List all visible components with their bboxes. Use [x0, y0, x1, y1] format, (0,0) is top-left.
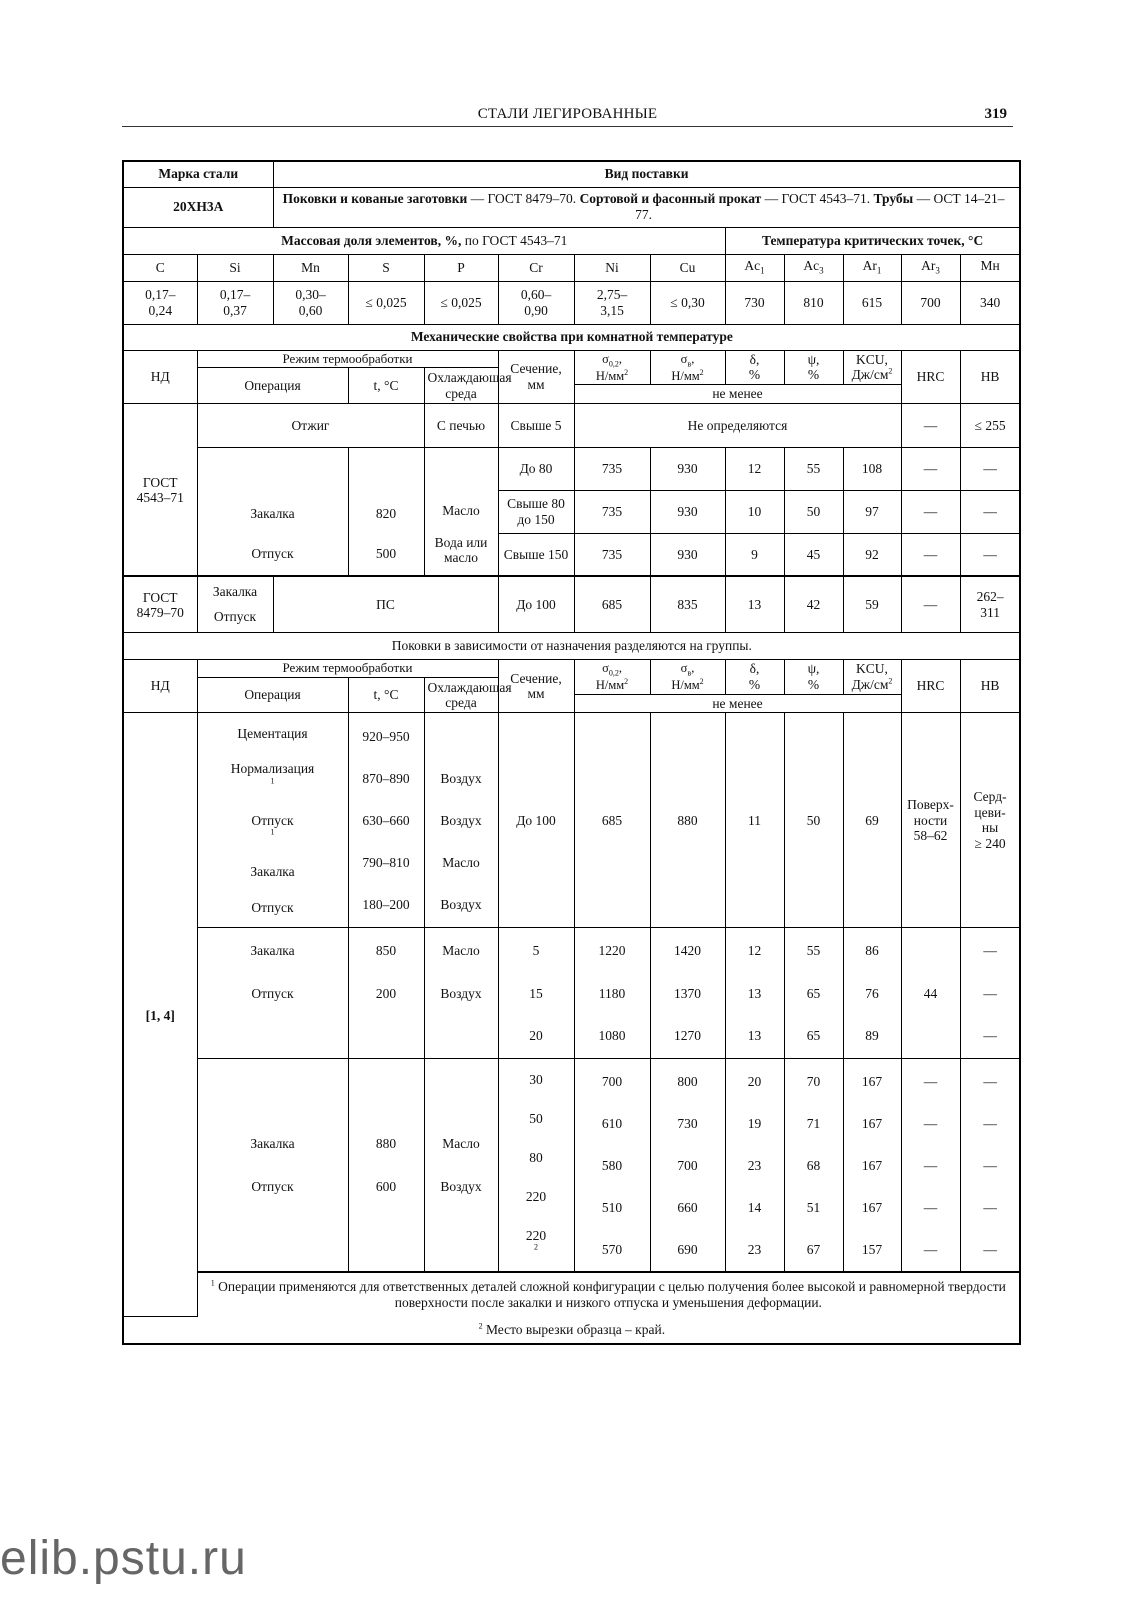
operation-name: Закалка	[250, 863, 295, 879]
kcu-value: 69	[843, 713, 901, 928]
temp-value: 880	[375, 1136, 397, 1152]
sb-value: 660	[677, 1199, 698, 1215]
reference: [1, 4]	[123, 713, 197, 1317]
operation-list	[197, 447, 348, 576]
hrc-value: —	[923, 1157, 938, 1173]
medium-value: Масло	[442, 943, 480, 959]
hb-value-text: 262– 311	[976, 589, 1004, 620]
medium-furnace: С печью	[424, 403, 498, 447]
psi-value: 70	[806, 1073, 821, 1089]
hb-value: —	[983, 1073, 997, 1089]
s02-value: 1180	[598, 985, 626, 1001]
critical-point-sub: 3	[935, 266, 940, 277]
mech1-sigma02-header: $\sigma_{0,2}$, $Н/мм^2$	[574, 350, 650, 385]
psi-value: 65	[806, 985, 821, 1001]
mech2-hrc-header: HRC	[901, 659, 960, 712]
hrc-value	[901, 713, 960, 928]
element-value-text: 0,60– 0,90	[520, 286, 552, 318]
hrc-value: —	[923, 1199, 938, 1215]
psi-column	[784, 928, 843, 1059]
mech1-section-header: Сечение, мм	[498, 350, 574, 403]
sb-column	[650, 928, 725, 1059]
medium-value: Воздух	[440, 812, 482, 828]
d-value: 14	[747, 1199, 762, 1215]
mech2-temp-header: t, °С	[348, 677, 424, 713]
temp-value: 200	[375, 986, 397, 1002]
d-column	[725, 928, 784, 1059]
element-header: Si	[197, 254, 273, 281]
s02-value: 685	[574, 576, 650, 632]
critical-point-header	[725, 254, 784, 281]
hrc-value: —	[923, 1241, 938, 1257]
hrc-value: —	[901, 490, 960, 533]
mech1-regime-header: Режим термообработки	[197, 350, 498, 368]
nd-gost-8479: ГОСТ 8479–70	[123, 576, 197, 632]
element-header: P	[424, 254, 498, 281]
operation-name: Отпуск	[251, 899, 294, 915]
mech2-psi-header	[784, 659, 843, 694]
operation-list	[197, 713, 348, 928]
s02-value: 1080	[598, 1028, 626, 1044]
temp-list	[348, 447, 424, 576]
element-value-text: 2,75– 3,15	[596, 286, 628, 318]
hrc-value: —	[901, 403, 960, 447]
element-header: Cu	[650, 254, 725, 281]
kcu-value: 157	[861, 1241, 883, 1257]
hb-value: —	[960, 490, 1020, 533]
temp-value: 630–660	[362, 812, 410, 828]
mech2-regime-header: Режим термообработки	[197, 659, 498, 677]
d-value: 13	[725, 576, 784, 632]
operation-name: Отпуск	[251, 1179, 294, 1195]
hrc-value: —	[923, 1115, 938, 1131]
d-value: 10	[725, 490, 784, 533]
percent: %	[748, 367, 761, 383]
kcu-column	[843, 928, 901, 1059]
element-value-text: ≤ 0,025	[440, 294, 482, 310]
delivery-text	[273, 187, 1020, 227]
operation-name: Закалка	[212, 584, 258, 600]
section-value: 80	[529, 1149, 543, 1165]
hrc-value: —	[901, 533, 960, 576]
kcu-value: 167	[861, 1073, 883, 1089]
temp-value: 500	[375, 546, 397, 562]
sb-value: 730	[677, 1115, 698, 1131]
hb-value	[960, 576, 1020, 632]
psi-symbol: ψ,	[807, 351, 820, 367]
mech2-delta-header	[725, 659, 784, 694]
element-header: Mn	[273, 254, 348, 281]
kcu-value: 167	[861, 1115, 883, 1131]
s02-value: 735	[574, 533, 650, 576]
running-header-title: СТАЛИ ЛЕГИРОВАННЫЕ	[477, 106, 658, 122]
temp-value: 920–950	[362, 728, 410, 744]
critical-point-header	[843, 254, 901, 281]
psi-value: 45	[784, 533, 843, 576]
medium-list	[424, 713, 498, 928]
temp-list	[348, 1059, 424, 1273]
medium-list	[424, 1059, 498, 1273]
section-value: 30	[529, 1072, 543, 1088]
kcu-symbol: KCU,	[856, 661, 888, 677]
kcu-value: 167	[861, 1157, 883, 1173]
footnote-1-text: Операции применяются для ответственных деталей сложной конфигурации с целью получения более высокой и равномерной твердости поверхности после закалки и низкого отпуска и уменьшения деформации.	[218, 1279, 1006, 1310]
percent: %	[748, 676, 761, 692]
section-value: 220	[525, 1188, 547, 1204]
medium-value: Воздух	[440, 986, 482, 1002]
sb-value: 1420	[674, 942, 701, 958]
sb-value: 690	[677, 1241, 698, 1257]
medium-list	[424, 928, 498, 1059]
sb-value: 700	[677, 1157, 698, 1173]
element-value	[197, 281, 273, 324]
hrc-value: 44	[901, 928, 960, 1059]
hb-value: —	[983, 985, 997, 1001]
s02-value: 700	[601, 1073, 623, 1089]
temp-value: 600	[375, 1179, 397, 1195]
sections-column	[498, 1059, 574, 1273]
element-value-text: 0,30– 0,60	[295, 286, 326, 318]
s02-value: 610	[601, 1115, 623, 1131]
s02-value: 735	[574, 490, 650, 533]
delivery-standard-2: — ОСТ 14–21–77.	[635, 191, 1005, 222]
s02-value: 735	[574, 447, 650, 490]
kcu-value: 86	[865, 942, 879, 958]
hrc-value-text: Поверх- ности 58–62	[907, 797, 954, 844]
composition-title-bold: Массовая доля элементов, %,	[281, 232, 462, 248]
critical-point-sub: 3	[819, 266, 824, 277]
critical-point-name: Mн	[980, 258, 1000, 274]
temp-value: 180–200	[362, 896, 410, 912]
element-value	[424, 281, 498, 324]
mech1-kcu-header: KCU, $Дж/см^2$	[843, 350, 901, 385]
critical-point-header	[784, 254, 843, 281]
section-value: 220	[525, 1227, 547, 1243]
sigma02-symbol: $\sigma_{0,2}$,	[602, 661, 622, 678]
mech2-operation-header: Операция	[197, 677, 348, 713]
operation-name: Закалка	[250, 1136, 295, 1152]
section-value: До 100	[498, 576, 574, 632]
mech1-hrc-header: HRC	[901, 350, 960, 403]
section-value: 50	[529, 1110, 543, 1126]
hrc-value: —	[923, 1073, 938, 1089]
element-header: Cr	[498, 254, 574, 281]
section-value: Свыше 80 до 150	[498, 490, 574, 533]
psi-value: 68	[806, 1157, 821, 1173]
hb-value: —	[983, 942, 997, 958]
steel-data-table	[122, 160, 1021, 1345]
delivery-type-1: Сортовой и фасонный прокат	[579, 191, 762, 207]
footnote-mark: 1	[210, 1278, 215, 1288]
composition-title-rest: по ГОСТ 4543–71	[461, 232, 568, 248]
medium-value: Масло	[442, 1136, 480, 1152]
kcu-symbol: KCU,	[856, 351, 888, 367]
d-value: 23	[747, 1157, 762, 1173]
psi-value: 55	[784, 447, 843, 490]
critical-points-title: Температура критических точек, °С	[725, 227, 1020, 254]
medium-value: Масло	[442, 502, 480, 518]
temp-value: 870–890	[362, 770, 410, 786]
nd-gost-4543: ГОСТ 4543–71	[123, 403, 197, 576]
unit: Н/мм	[671, 678, 700, 693]
delivery-standard-0: — ГОСТ 8479–70.	[467, 191, 580, 207]
section-value: Свыше 5	[498, 403, 574, 447]
critical-point-value: 730	[725, 281, 784, 324]
critical-point-sub: 1	[760, 266, 765, 277]
d-value: 13	[747, 1028, 762, 1044]
kcu-value: 89	[865, 1028, 879, 1044]
kcu-unit: Дж/см	[851, 367, 889, 383]
section-value: До 80	[498, 447, 574, 490]
psi-value: 67	[806, 1241, 821, 1257]
sb-value: 1270	[674, 1028, 701, 1044]
mech1-delta-header	[725, 350, 784, 385]
hb-value-text: Серд- цеви- ны ≥ 240	[973, 789, 1007, 851]
header-rule	[122, 126, 1013, 127]
regime-ps: ПС	[273, 576, 498, 632]
composition-title	[123, 227, 725, 254]
mech1-medium-header: Охлаждающая среда	[424, 368, 498, 404]
psi-value: 51	[806, 1199, 821, 1215]
kcu-value: 167	[861, 1199, 883, 1215]
d-value: 11	[725, 713, 784, 928]
critical-point-name: Ar	[921, 258, 936, 274]
element-value	[348, 281, 424, 324]
critical-point-value: 340	[960, 281, 1020, 324]
hb-value: —	[983, 1028, 997, 1044]
footnote-2-text: Место вырезки образца – край.	[485, 1322, 666, 1338]
delta-symbol: δ,	[749, 351, 760, 367]
footnote-2	[123, 1316, 1020, 1344]
psi-symbol: ψ,	[807, 661, 820, 677]
d-value: 13	[747, 985, 762, 1001]
psi-value: 65	[806, 1028, 821, 1044]
unit: Н/мм	[595, 368, 625, 383]
sections-value: 5	[532, 942, 540, 958]
hb-value: —	[960, 533, 1020, 576]
kcu-value: 59	[843, 576, 901, 632]
element-value	[574, 281, 650, 324]
temp-list	[348, 713, 424, 928]
critical-point-value: 615	[843, 281, 901, 324]
element-value	[650, 281, 725, 324]
section-value: До 100	[498, 713, 574, 928]
operation-name: Отпуск	[213, 609, 257, 625]
operation-name: Нормализация	[230, 761, 315, 777]
medium-value: Воздух	[440, 896, 482, 912]
mech2-sigmab-header: $\sigma_в$, $Н/мм^2$	[650, 659, 725, 694]
critical-point-name: Ac	[803, 258, 820, 274]
mech1-psi-header	[784, 350, 843, 385]
unit: Н/мм	[595, 678, 625, 693]
page-number: 319	[984, 106, 1007, 122]
sections-value: 15	[529, 985, 543, 1001]
delivery-type-2: Трубы	[873, 191, 914, 207]
footnote-mark: 1	[270, 776, 275, 786]
psi-value: 50	[784, 490, 843, 533]
psi-column	[784, 1059, 843, 1273]
operation-name: Закалка	[250, 506, 295, 522]
mech-title: Механические свойства при комнатной температуре	[123, 324, 1020, 350]
sigmab-symbol: $\sigma_в$,	[680, 351, 695, 369]
sb-value: 1370	[674, 985, 701, 1001]
mech2-min-header: не менее	[574, 694, 901, 713]
hb-value: —	[983, 1157, 997, 1173]
sigma02-symbol: $\sigma_{0,2}$,	[602, 351, 622, 369]
element-header: C	[123, 254, 197, 281]
critical-point-name: Ar	[862, 258, 877, 274]
hrc-value: —	[901, 447, 960, 490]
operation-list	[197, 928, 348, 1059]
d-value: 19	[747, 1115, 762, 1131]
hb-value: —	[960, 447, 1020, 490]
delta-symbol: δ,	[749, 661, 760, 677]
delivery-label: Вид поставки	[273, 161, 1020, 187]
mech2-kcu-header: KCU, $Дж/см^2$	[843, 659, 901, 694]
sb-value: 930	[650, 533, 725, 576]
running-header	[122, 106, 1013, 126]
hb-value: —	[983, 1241, 997, 1257]
element-value-text: 0,17– 0,37	[219, 286, 251, 318]
delivery-type-0: Поковки и кованые заготовки	[282, 191, 468, 207]
mech2-section-header: Сечение, мм	[498, 659, 574, 712]
kcu-value: 92	[843, 533, 901, 576]
d-value: 9	[725, 533, 784, 576]
temp-value: 850	[375, 943, 397, 959]
critical-point-header	[901, 254, 960, 281]
critical-point-sub: 1	[876, 266, 882, 277]
sb-value: 930	[650, 447, 725, 490]
watermark: elib.pstu.ru	[0, 1532, 247, 1585]
medium-value: Воздух	[440, 1179, 482, 1195]
medium-value: Воздух	[440, 770, 482, 786]
hb-value: ≤ 255	[960, 403, 1020, 447]
kcu-column	[843, 1059, 901, 1273]
d-column	[725, 1059, 784, 1273]
sections-value: 20	[529, 1028, 543, 1044]
percent: %	[807, 367, 820, 383]
element-header: Ni	[574, 254, 650, 281]
mech2-nd-header: НД	[123, 659, 197, 712]
element-value	[273, 281, 348, 324]
footnote-mark: 2	[478, 1321, 483, 1331]
critical-point-value: 700	[901, 281, 960, 324]
s02-value: 685	[574, 713, 650, 928]
footnote-mark: 2	[534, 1242, 538, 1252]
psi-value: 71	[806, 1115, 821, 1131]
mech2-hb-header: НВ	[960, 659, 1020, 712]
critical-point-value: 810	[784, 281, 843, 324]
operation-name: Отпуск	[251, 546, 294, 562]
psi-value: 50	[784, 713, 843, 928]
psi-value: 42	[784, 576, 843, 632]
hrc-column	[901, 1059, 960, 1273]
mech1-min-header: не менее	[574, 385, 901, 404]
element-value	[123, 281, 197, 324]
s02-value: 1220	[598, 942, 626, 958]
mech1-hb-header: НВ	[960, 350, 1020, 403]
sb-value: 930	[650, 490, 725, 533]
sb-value: 800	[677, 1073, 698, 1089]
hb-column	[960, 1059, 1020, 1273]
medium-value: Масло	[442, 854, 480, 870]
kcu-value: 97	[843, 490, 901, 533]
kcu-value: 108	[843, 447, 901, 490]
psi-value: 55	[806, 942, 821, 958]
mech1-nd-header: НД	[123, 350, 197, 403]
element-value-text: 0,17– 0,24	[145, 286, 176, 318]
element-value-text: ≤ 0,025	[365, 294, 407, 310]
operation-list	[197, 576, 273, 632]
mech1-temp-header: t, °С	[348, 368, 424, 404]
not-determined: Не определяются	[574, 403, 901, 447]
critical-point-header	[960, 254, 1020, 281]
sb-value: 835	[650, 576, 725, 632]
d-value: 20	[747, 1073, 762, 1089]
medium-list	[424, 447, 498, 576]
element-header: S	[348, 254, 424, 281]
critical-point-name: Ac	[744, 258, 761, 274]
kcu-unit: Дж/см	[851, 676, 889, 692]
mech1-sigmab-header: $\sigma_в$, $Н/мм^2$	[650, 350, 725, 385]
sb-value: 880	[650, 713, 725, 928]
d-value: 23	[747, 1241, 762, 1257]
grade-label: Марка стали	[123, 161, 273, 187]
sb-column	[650, 1059, 725, 1273]
operation-annealing: Отжиг	[197, 403, 424, 447]
medium-value: Вода или масло	[434, 534, 488, 566]
delivery-standard-1: — ГОСТ 4543–71.	[761, 191, 874, 207]
grade-value: 20ХН3А	[123, 187, 273, 227]
operation-name: Цементация	[237, 725, 308, 741]
sigmab-symbol: $\sigma_в$,	[680, 661, 695, 678]
footnote-1	[197, 1272, 1020, 1316]
s02-column	[574, 1059, 650, 1273]
s02-value: 570	[601, 1241, 623, 1257]
hb-value	[960, 713, 1020, 928]
element-value-text: ≤ 0,30	[670, 294, 705, 310]
sections-column	[498, 928, 574, 1059]
hb-column	[960, 928, 1020, 1059]
element-value	[498, 281, 574, 324]
d-value: 12	[747, 942, 762, 958]
hb-value: —	[983, 1115, 997, 1131]
temp-value: 820	[375, 506, 397, 522]
section-value: Свыше 150	[498, 533, 574, 576]
kcu-value: 76	[865, 985, 879, 1001]
operation-name: Отпуск	[251, 986, 294, 1002]
s02-value: 580	[601, 1157, 623, 1173]
hrc-value: —	[901, 576, 960, 632]
hb-value: —	[983, 1199, 997, 1215]
unit: Н/мм	[671, 368, 700, 383]
s02-value: 510	[601, 1199, 623, 1215]
temp-value: 790–810	[362, 854, 410, 870]
d-value: 12	[725, 447, 784, 490]
groups-note: Поковки в зависимости от назначения разделяются на группы.	[123, 632, 1020, 659]
footnote-mark: 1	[270, 827, 275, 837]
mech2-sigma02-header: $\sigma_{0,2}$, $Н/мм^2$	[574, 659, 650, 694]
percent: %	[807, 676, 820, 692]
temp-list	[348, 928, 424, 1059]
operation-list	[197, 1059, 348, 1273]
mech1-operation-header: Операция	[197, 368, 348, 404]
operation-name: Закалка	[250, 943, 295, 959]
mech2-medium-header: Охлаждающая среда	[424, 677, 498, 713]
s02-column	[574, 928, 650, 1059]
operation-name: Отпуск	[251, 812, 294, 828]
